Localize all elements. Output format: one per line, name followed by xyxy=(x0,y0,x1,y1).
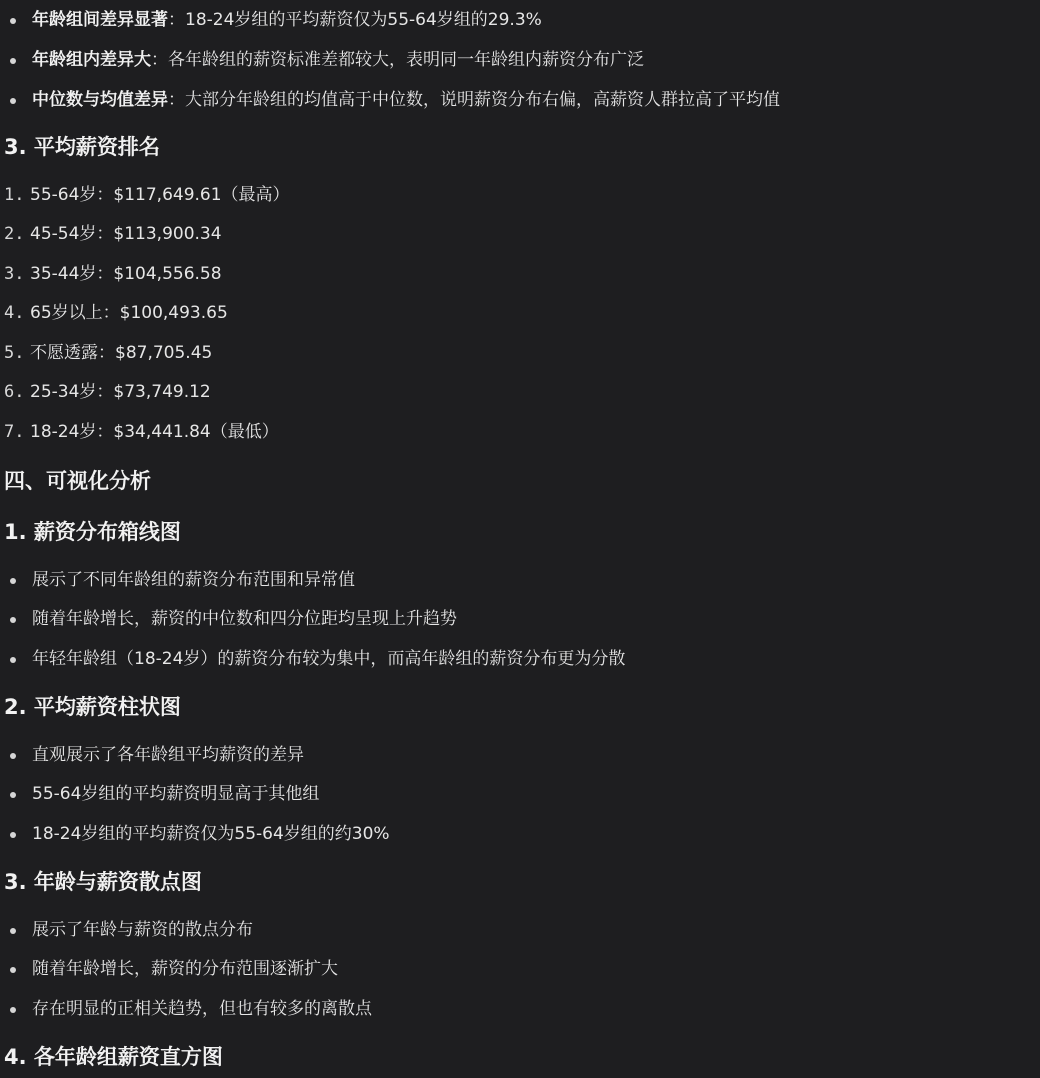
ranking-text: 18-24岁：$34,441.84（最低） xyxy=(30,422,279,442)
ranking-number: 1. xyxy=(4,185,25,205)
bullet-icon xyxy=(10,1007,16,1013)
bullet-icon xyxy=(10,928,16,934)
bullet-icon xyxy=(10,832,16,838)
bullet-icon xyxy=(10,792,16,798)
ranking-number: 7. xyxy=(4,422,25,442)
bullet-icon xyxy=(10,753,16,759)
finding-title: 年龄组内差异大 xyxy=(32,50,151,70)
ranking-number: 3. xyxy=(4,264,25,284)
ranking-number: 6. xyxy=(4,382,25,402)
ranking-text: 45-54岁：$113,900.34 xyxy=(30,224,222,244)
bullet-icon xyxy=(10,98,16,104)
finding-text: ：18-24岁组的平均薪资仅为55-64岁组的29.3% xyxy=(168,10,542,30)
finding-title: 中位数与均值差异 xyxy=(32,90,168,110)
bullet-icon xyxy=(10,578,16,584)
ranking-text: 不愿透露：$87,705.45 xyxy=(30,343,213,363)
bullet-icon xyxy=(10,657,16,663)
bullet-icon xyxy=(10,18,16,24)
finding-text: ：各年龄组的薪资标准差都较大，表明同一年龄组内薪资分布广泛 xyxy=(151,50,644,70)
ranking-text: 25-34岁：$73,749.12 xyxy=(30,382,211,402)
bullet-icon xyxy=(10,58,16,64)
bullet-icon xyxy=(10,617,16,623)
ranking-number: 5. xyxy=(4,343,25,363)
ranking-text: 55-64岁：$117,649.61（最高） xyxy=(30,185,290,205)
ranking-number: 4. xyxy=(4,303,25,323)
finding-title: 年龄组间差异显著 xyxy=(32,10,168,30)
ranking-text: 35-44岁：$104,556.58 xyxy=(30,264,222,284)
finding-text: ：大部分年龄组的均值高于中位数，说明薪资分布右偏，高薪资人群拉高了平均值 xyxy=(168,90,780,110)
ranking-text: 65岁以上：$100,493.65 xyxy=(30,303,228,323)
ranking-number: 2. xyxy=(4,224,25,244)
bullet-icon xyxy=(10,967,16,973)
